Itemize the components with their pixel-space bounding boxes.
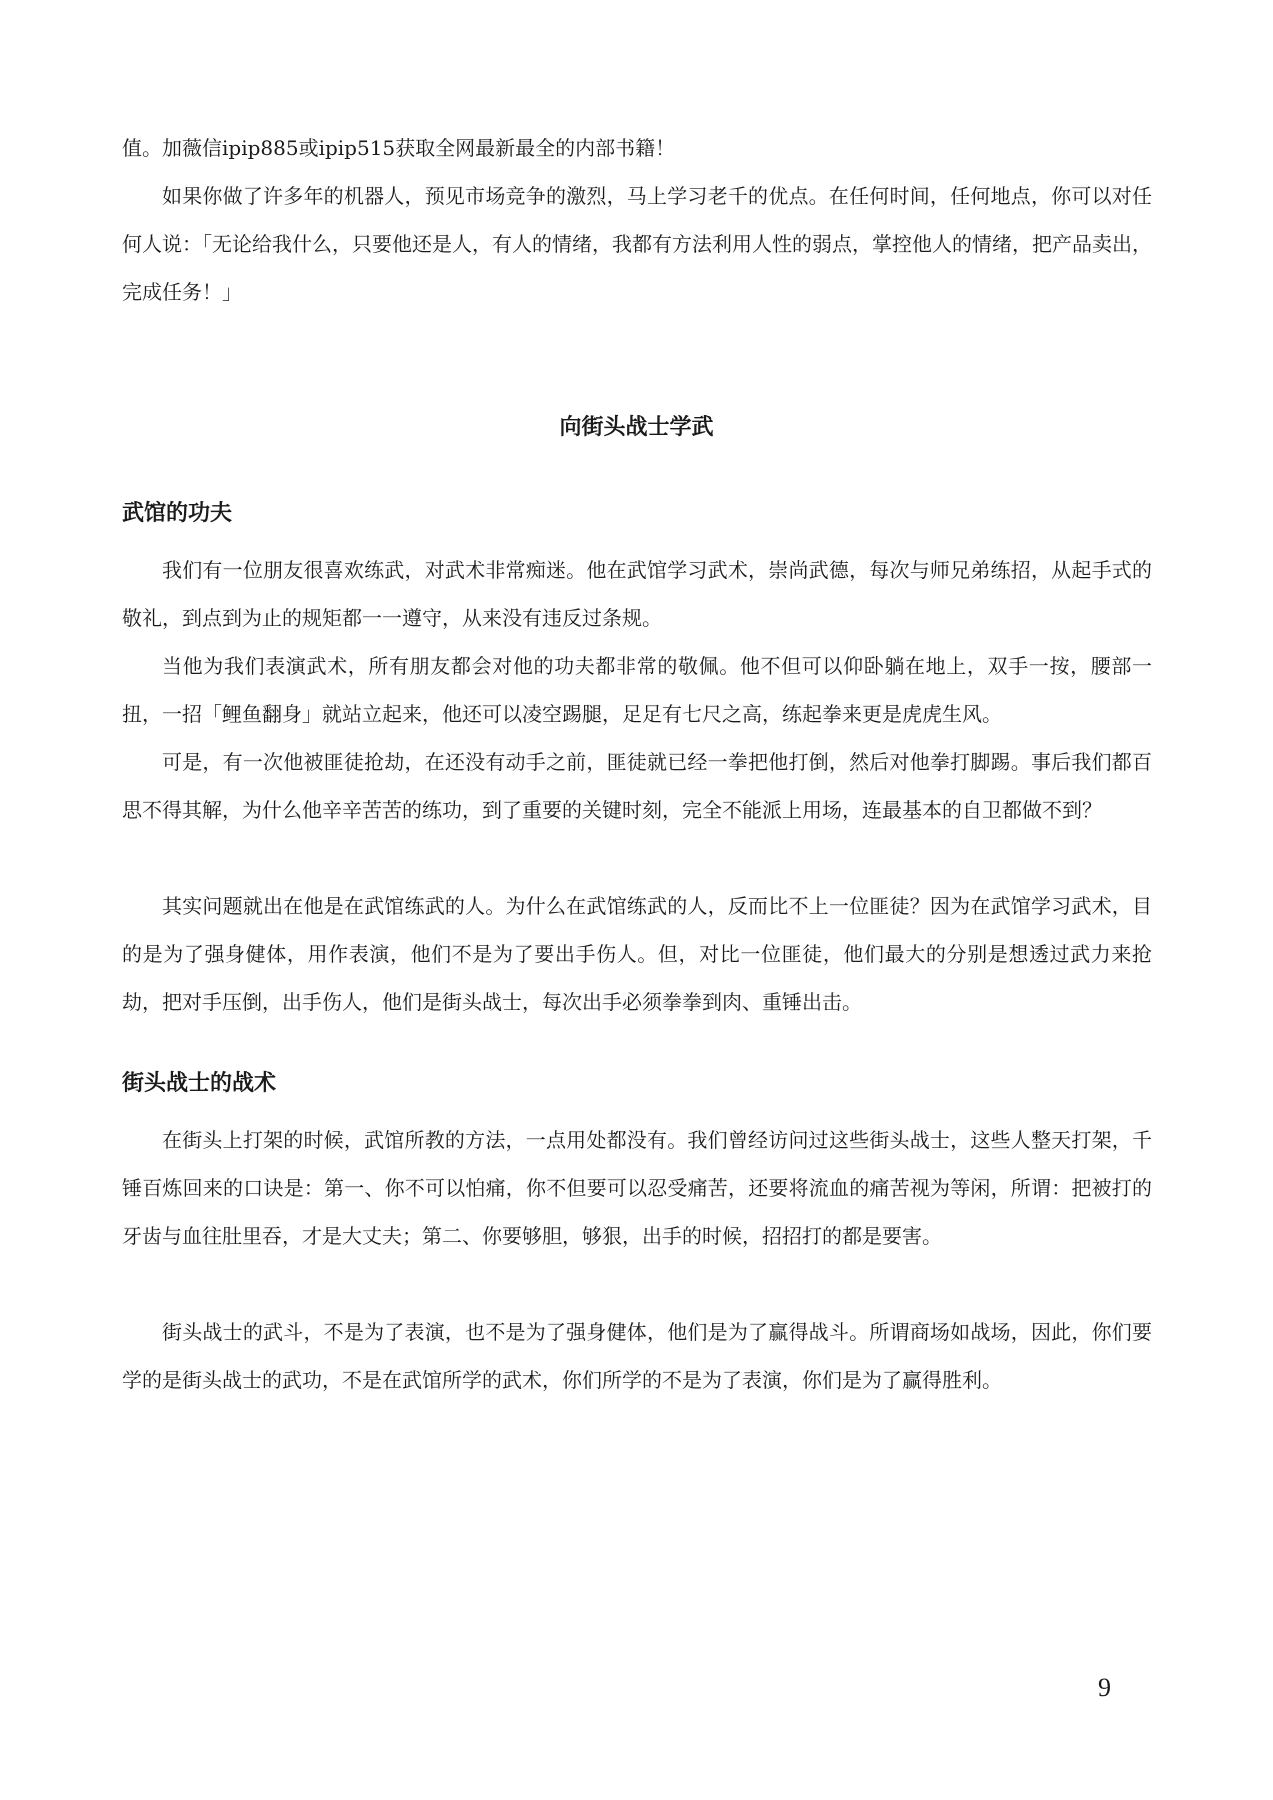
paragraph-friend-martial-arts: 我们有一位朋友很喜欢练武，对武术非常痴迷。他在武馆学习武术，崇尚武德，每次与师兄弟练招，从起手式的敬礼，到点到为止的规矩都一一遵守，从来没有违反过条规。 [122, 558, 1152, 630]
paragraph-winning: 街头战士的武斗，不是为了表演，也不是为了强身健体，他们是为了赢得战斗。所谓商场如战场，因此，你们要学的是街头战士的武功，不是在武馆所学的武术，你们所学的不是为了表演，你们是为了赢得胜利。 [122, 1320, 1152, 1392]
chapter-title: 向街头战士学武 [559, 415, 714, 440]
paragraph-intro-continuation: 值。加薇信ipip885或ipip515获取全网最新最全的内部书籍！ [122, 136, 676, 160]
page-number: 9 [1098, 1673, 1111, 1702]
section-heading-street-tactics: 街头战士的战术 [122, 1071, 277, 1096]
paragraph-problem-explained: 其实问题就出在他是在武馆练武的人。为什么在武馆练武的人，反而比不上一位匪徒？因为在武馆学习武术，目的是为了强身健体，用作表演，他们不是为了要出手伤人。但，对比一位匪徒，他们最大的分别是想透过武力来抢劫，把对手压倒，出手伤人，他们是街头战士，每次出手必须拳拳到肉、重锤出击。 [122, 894, 1152, 1014]
section-heading-martial-school: 武馆的功夫 [122, 501, 233, 526]
paragraph-street-fighting: 在街头上打架的时候，武馆所教的方法，一点用处都没有。我们曾经访问过这些街头战士，这些人整天打架，千锤百炼回来的口诀是：第一、你不可以怕痛，你不但要可以忍受痛苦，还要将流血的痛苦视为等闲，所谓：把被打的牙齿与血往肚里吞，才是大丈夫；第二、你要够胆，够狠，出手的时候，招招打的都是要害。 [122, 1128, 1152, 1248]
paragraph-robot-salesman: 如果你做了许多年的机器人，预见市场竞争的激烈，马上学习老千的优点。在任何时间，任何地点，你可以对任何人说：「无论给我什么，只要他还是人，有人的情绪，我都有方法利用人性的弱点，掌控他人的情绪，把产品卖出，完成任务！」 [122, 184, 1152, 304]
paragraph-performance: 当他为我们表演武术，所有朋友都会对他的功夫都非常的敬佩。他不但可以仰卧躺在地上，双手一按，腰部一扭，一招「鲤鱼翻身」就站立起来，他还可以凌空踢腿，足足有七尺之高，练起拳来更是虎虎生风。 [122, 654, 1152, 726]
paragraph-robbery: 可是，有一次他被匪徒抢劫，在还没有动手之前，匪徒就已经一拳把他打倒，然后对他拳打脚踢。事后我们都百思不得其解，为什么他辛辛苦苦的练功，到了重要的关键时刻，完全不能派上用场，连最基本的自卫都做不到？ [122, 750, 1152, 822]
